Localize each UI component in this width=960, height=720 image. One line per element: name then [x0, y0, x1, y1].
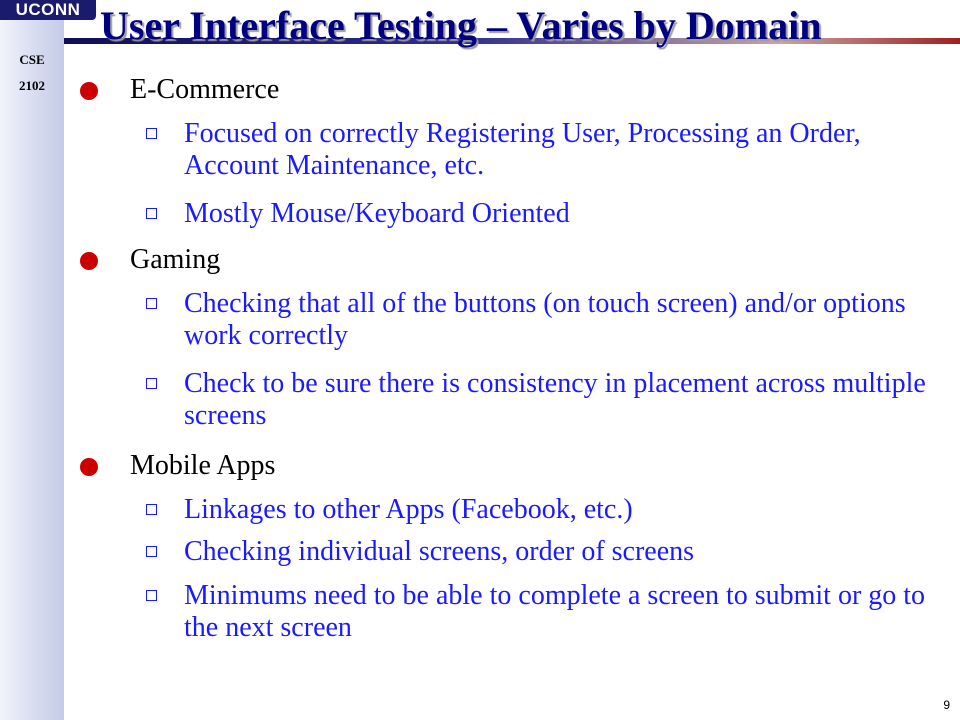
sub-bullet [184, 198, 944, 230]
sub-bullet [184, 580, 944, 644]
bullet-gaming [130, 244, 220, 276]
hollow-square-bullet-icon [146, 208, 157, 219]
sub-bullet [184, 118, 944, 182]
bullet-text: E-Commerce [130, 74, 280, 105]
sub-bullet [184, 368, 944, 432]
hollow-square-bullet-icon [146, 504, 157, 515]
sub-bullet [184, 288, 944, 352]
sub-bullet-text: Focused on correctly Registering User, Processing an Order, Account Maintenance, etc. [184, 118, 861, 181]
red-circle-bullet-icon [80, 458, 98, 476]
sub-bullet [184, 536, 944, 568]
hollow-square-bullet-icon [146, 128, 157, 139]
hollow-square-bullet-icon [146, 546, 157, 557]
slide-title: User Interface Testing – Varies by Domain [100, 3, 822, 48]
bullet-text: Gaming [130, 244, 221, 275]
hollow-square-bullet-icon [146, 590, 157, 601]
hollow-square-bullet-icon [146, 298, 157, 309]
slide-number: 9 [943, 698, 950, 712]
sub-bullet-text: Check to be sure there is consistency in placement across multiple screens [184, 368, 926, 431]
sub-bullet-text: Checking that all of the buttons (on touch screen) and/or options work correctly [184, 288, 906, 351]
sub-bullet [184, 494, 944, 526]
bullet-mobile-apps [130, 450, 275, 482]
red-circle-bullet-icon [80, 82, 98, 100]
uconn-logo: UCONN [0, 0, 96, 20]
sub-bullet-text: Mostly Mouse/Keyboard Oriented [184, 198, 570, 229]
sub-bullet-text: Linkages to other Apps (Facebook, etc.) [184, 494, 633, 525]
sub-bullet-text: Minimums need to be able to complete a screen to submit or go to the next screen [184, 580, 926, 643]
bullet-text: Mobile Apps [130, 450, 276, 481]
bullet-ecommerce [130, 74, 279, 106]
hollow-square-bullet-icon [146, 378, 157, 389]
sub-bullet-text: Checking individual screens, order of screens [184, 536, 695, 567]
course-code-line2: 2102 [19, 78, 45, 93]
course-code-line1: CSE [19, 52, 45, 67]
red-circle-bullet-icon [80, 252, 98, 270]
